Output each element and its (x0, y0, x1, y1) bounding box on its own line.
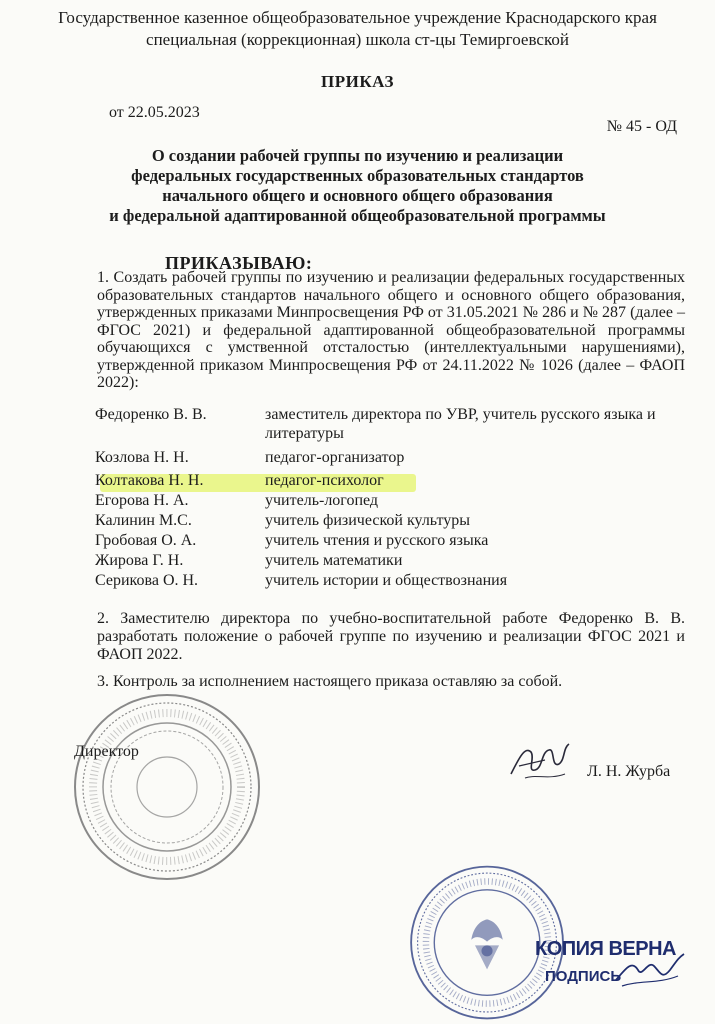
header-line-1: Государственное казенное общеобразовательное учреждение Краснодарского края (58, 8, 657, 27)
round-seal-left (70, 690, 265, 885)
subject-line-4: и федеральной адаптированной общеобразовательной программы (109, 206, 606, 225)
subject-line-2: федеральных государственных образовательных стандартов (131, 166, 584, 185)
team-member-name: Серикова О. Н. (95, 572, 199, 589)
order-item-2: 2. Заместителю директора по учебно-воспитательной работе Федоренко В. В. разработать положение о рабочей группе по изучению и реализации ФГОС 2021 и ФАОП 2022. (97, 610, 685, 663)
document-date: от 22.05.2023 (109, 104, 200, 121)
team-member-position: учитель физической культуры (265, 512, 471, 529)
team-member-position: учитель чтения и русского языка (265, 532, 489, 549)
subject-line-3: начального общего и основного общего образования (162, 186, 553, 205)
team-member-position: педагог-психолог (265, 472, 384, 489)
team-member-position: учитель математики (265, 552, 403, 569)
copy-certified-mark: КОПИЯ ВЕРНА (535, 938, 676, 960)
director-signature (505, 738, 575, 784)
order-item-1: 1. Создать рабочей группы по изучению и реализации федеральных государственных образовательных стандартов начального общего и основного общего образования, утвержденных приказами Минпросвещения РФ от 31.05.2021 № 286 и № 287 (далее – ФГОС 2021) и федеральной адаптированной общеобразовательной программы обучающихся с умственной отсталостью (интеллектуальными нарушениями), утвержденной приказом Минпросвещения РФ от 24.11.2022 № 1026 (далее – ФАОП 2022): (97, 269, 685, 391)
director-name: Л. Н. Журба (587, 763, 671, 780)
team-member-name: Колтакова Н. Н. (95, 472, 204, 489)
team-member-name: Жирова Г. Н. (95, 552, 184, 569)
copy-signature-label: ПОДПИСЬ (545, 968, 622, 985)
team-member-name: Калинин М.С. (95, 512, 192, 529)
subject-line-1: О создании рабочей группы по изучению и реализации (151, 146, 564, 165)
team-member-position: педагог-организатор (265, 449, 405, 466)
copy-signature (612, 950, 687, 992)
director-label: Директор (74, 743, 139, 760)
team-member-position: заместитель директора по УВР, учитель русского языка и (265, 406, 656, 423)
team-member-name: Козлова Н. Н. (95, 449, 189, 466)
team-member-position-cont: литературы (265, 425, 344, 442)
team-member-name: Федоренко В. В. (95, 406, 207, 423)
header-line-2: специальная (коррекционная) школа ст-цы Темиргоевской (146, 30, 569, 49)
team-member-name: Гробовая О. А. (95, 532, 197, 549)
order-item-3: 3. Контроль за исполнением настоящего приказа оставляю за собой. (97, 673, 563, 690)
team-member-name: Егорова Н. А. (95, 492, 189, 509)
document-number: № 45 - ОД (606, 118, 677, 135)
document-title: ПРИКАЗ (321, 72, 394, 91)
orders-heading: ПРИКАЗЫВАЮ: (165, 253, 313, 273)
team-member-position: учитель истории и обществознания (265, 572, 508, 589)
team-member-position: учитель-логопед (265, 492, 379, 509)
